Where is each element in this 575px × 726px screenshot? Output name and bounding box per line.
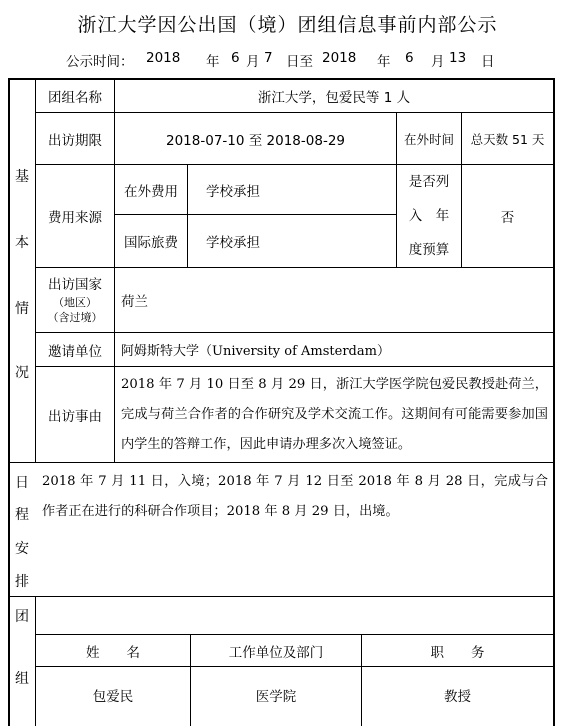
abroad-time-label: 在外时间 bbox=[403, 131, 454, 147]
schedule-section-char-3: 安 bbox=[15, 541, 29, 557]
inviter-value: 阿姆斯特大学（University of Amsterdam） bbox=[121, 344, 390, 359]
country-label-region: （地区） bbox=[53, 296, 97, 309]
country-value: 荷兰 bbox=[121, 294, 148, 310]
member-header-title: 职 务 bbox=[430, 644, 485, 661]
members-section-char-1: 团 bbox=[15, 609, 29, 625]
travel-fee-value: 学校承担 bbox=[206, 235, 260, 251]
group-name-value: 浙江大学，包爱民等 1 人 bbox=[257, 89, 411, 106]
schedule-section-char-4: 排 bbox=[15, 574, 29, 590]
schedule-section-char-1: 日 bbox=[15, 475, 29, 491]
group-name-label: 团组名称 bbox=[48, 89, 102, 106]
budget-label-line-1: 是否列 bbox=[408, 174, 450, 190]
period-label: 出访期限 bbox=[48, 132, 102, 149]
period-value: 2018-07-10 至 2018-08-29 bbox=[166, 132, 345, 149]
notice-end-day: 13 bbox=[449, 50, 467, 66]
member-header-unit: 工作单位及部门 bbox=[228, 644, 324, 661]
basic-section-char-1: 基 bbox=[15, 169, 29, 185]
members-section-char-2: 组 bbox=[15, 671, 29, 687]
notice-year-unit-2: 年 bbox=[377, 54, 391, 70]
country-label bbox=[36, 268, 114, 332]
member-header-name: 姓 名 bbox=[86, 644, 140, 661]
notice-start-year: 2018 bbox=[146, 50, 181, 66]
basic-section-char-2: 本 bbox=[15, 235, 29, 251]
notice-end-year: 2018 bbox=[322, 50, 357, 66]
member-row-1-name: 包爱民 bbox=[92, 689, 134, 705]
inviter-label: 邀请单位 bbox=[48, 343, 102, 360]
abroad-fee-label: 在外费用 bbox=[124, 183, 178, 200]
member-row-1-title: 教授 bbox=[444, 689, 471, 705]
notice-month-unit-1: 月 bbox=[246, 54, 260, 70]
budget-value: 否 bbox=[500, 210, 515, 226]
schedule-text: 2018 年 7 月 11 日，入境；2018 年 7 月 12 日至 2018 年 8 月 28 日，完成与合作者正在进行的科研合作项目；2018 年 8 月 29 日，出境。 bbox=[42, 474, 548, 519]
notice-label: 公示时间： bbox=[66, 54, 134, 70]
budget-label-line-2: 入 年 bbox=[408, 208, 450, 224]
notice-to: 日至 bbox=[286, 54, 313, 70]
notice-end-month: 6 bbox=[405, 50, 414, 66]
country-label-transit: （含过境） bbox=[47, 311, 103, 324]
member-row-1-unit: 医学院 bbox=[255, 689, 297, 705]
travel-fee-label: 国际旅费 bbox=[124, 235, 178, 251]
abroad-fee-value: 学校承担 bbox=[206, 183, 260, 200]
abroad-time-value: 总天数 51 天 bbox=[470, 131, 545, 147]
notice-year-unit-1: 年 bbox=[206, 54, 220, 70]
reason-value: 2018 年 7 月 10 日至 8 月 29 日，浙江大学医学院包爱民教授赴荷兰，完成与荷兰合作者的合作研究及学术交流工作。这期间有可能需要参加国内学生的答辩工作，因此申请办理多次入境签证。 bbox=[121, 377, 548, 452]
notice-start-day: 7 bbox=[264, 50, 273, 66]
schedule-section-char-2: 程 bbox=[15, 507, 29, 523]
reason-label: 出访事由 bbox=[48, 408, 102, 425]
page-title: 浙江大学因公出国（境）团组信息事前内部公示 bbox=[77, 14, 498, 36]
fee-source-label: 费用来源 bbox=[48, 210, 102, 226]
notice-month-unit-2: 月 bbox=[431, 54, 445, 70]
notice-start-month: 6 bbox=[231, 50, 240, 66]
budget-label bbox=[397, 165, 461, 267]
basic-section-char-3: 情 bbox=[15, 301, 29, 317]
country-label-main: 出访国家 bbox=[48, 277, 102, 293]
budget-label-line-3: 度预算 bbox=[408, 242, 450, 258]
basic-section-char-4: 况 bbox=[15, 365, 29, 381]
notice-day-unit: 日 bbox=[481, 54, 495, 70]
